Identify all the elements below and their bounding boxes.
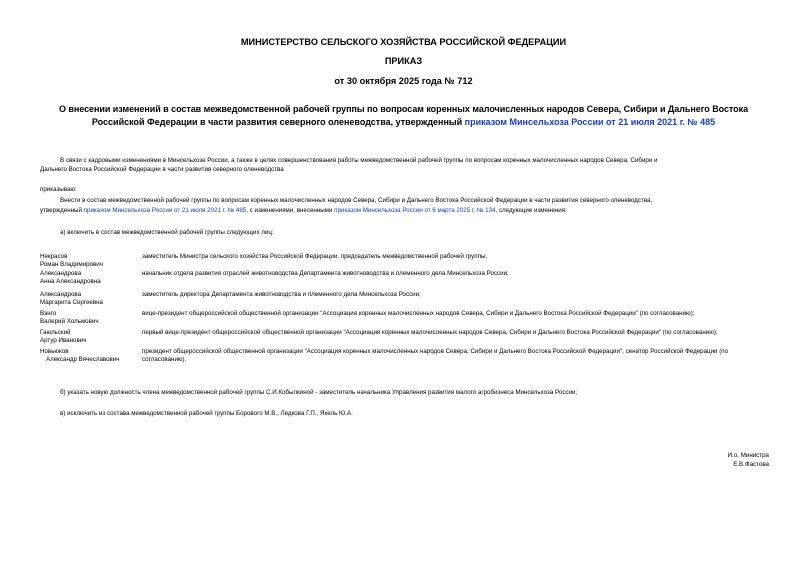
para1-mid: , с изменениями, внесенными bbox=[246, 207, 335, 214]
member-position: первый вице-президент общероссийской общественной организации "Ассоциация коренных малочисленных народов Севера, Сибири и Дальнего Востока Российской Федерации" (по согласованию); bbox=[142, 329, 718, 336]
para1-line1: Внести в состав межведомственной рабочей группы по вопросам коренных малочисленных народов Севера, Сибири и Дальнего Востока Российской Федерации в части развития северного оленеводства, bbox=[60, 197, 653, 204]
member-position: начальник отдела развития отраслей животноводства Департамента животноводства и племенного дела Минсельхоза России; bbox=[142, 270, 509, 277]
member-given-names: Анна Александровна bbox=[40, 278, 101, 285]
title-text: Российской Федерации в части развития северного оленеводства, утвержденный bbox=[91, 117, 465, 127]
order-134-link[interactable]: приказом Минсельхоза России от 6 марта 2025 г. № 134 bbox=[334, 207, 496, 214]
para1-post: , следующие изменения: bbox=[495, 207, 567, 214]
member-surname: Гаюльский bbox=[40, 329, 71, 336]
document-title-line2 bbox=[0, 117, 807, 127]
order-word: приказываю: bbox=[40, 186, 77, 193]
order-485-link[interactable]: приказом Минсельхоза России от 21 июля 2021 г. № 485 bbox=[83, 207, 247, 214]
member-given-names: Валерий Хольмович bbox=[40, 318, 99, 325]
member-name bbox=[40, 291, 130, 307]
member-position: заместитель директора Департамента животноводства и племенного дела Минсельхоза России; bbox=[142, 291, 421, 298]
signature-name: Е.В.Фастова bbox=[733, 461, 769, 468]
signature-title: И.о. Министра bbox=[727, 452, 769, 459]
document-title-line1: О внесении изменений в состав межведомственной рабочей группы по вопросам коренных малочисленных народов Севера, Сибири и Дальнего Востока bbox=[58, 104, 749, 114]
item-b: б) указать новую должность члена межведомственной рабочей группы С.И.Кобылкиной - заместитель начальника Управления развития малого агробизнеса Минсельхоза России; bbox=[60, 389, 578, 396]
intro-line2: Дальнего Востока Российской Федерации в части развития северного оленеводства bbox=[40, 166, 284, 173]
member-name bbox=[40, 270, 130, 286]
para1-pre: утвержденный bbox=[40, 207, 84, 214]
member-surname: Вэнго bbox=[40, 310, 57, 317]
document-type: ПРИКАЗ bbox=[384, 56, 423, 66]
member-given-names: Маргарита Сергеевна bbox=[40, 299, 103, 306]
member-name bbox=[40, 348, 130, 364]
member-surname: Александрова bbox=[40, 291, 82, 298]
intro-line1: В связи с кадровыми изменениями в Минсельхозе России, а также в целях совершенствования работы межведомственной рабочей группы по вопросам коренных малочисленных народов Севера, Сибири и bbox=[60, 157, 658, 164]
ministry-heading: МИНИСТЕРСТВО СЕЛЬСКОГО ХОЗЯЙСТВА РОССИЙСКОЙ ФЕДЕРАЦИИ bbox=[240, 37, 567, 47]
member-surname: Новьюков bbox=[40, 348, 69, 355]
item-c: в) исключить из состава межведомственной рабочей группы Борового М.В., Ледкова Г.П., Якель Ю.А. bbox=[60, 410, 353, 417]
member-position: президент общероссийской общественной организации "Ассоциация коренных малочисленных народов Севера, Сибири и Дальнего Востока Российской Федерации", сенатор Российской Федерации (по согласованию). bbox=[142, 348, 729, 363]
member-surname: Александрова bbox=[40, 270, 82, 277]
member-given-names: Артур Иванович bbox=[40, 337, 87, 344]
member-given-names: Роман Владимирович bbox=[40, 261, 103, 268]
para1-line2 bbox=[40, 207, 772, 215]
member-name bbox=[40, 253, 130, 269]
date-number: от 30 октября 2025 года № 712 bbox=[334, 76, 473, 86]
member-position: заместитель Министра сельского хозяйства Российской Федерации, председатель межведомственной рабочей группы; bbox=[142, 253, 488, 260]
member-name bbox=[40, 329, 130, 345]
title-order-link[interactable]: приказом Минсельхоза России от 21 июля 2021 г. № 485 bbox=[464, 117, 716, 127]
member-position: вице-президент общероссийской общественной организации "Ассоциация коренных малочисленных народов Севера, Сибири и Дальнего Востока Российской Федерации" (по согласованию); bbox=[142, 310, 695, 317]
member-surname: Некрасов bbox=[40, 253, 68, 260]
member-given-names: Александр Вячеславович bbox=[46, 356, 120, 363]
item-a: а) включить в состав межведомственной рабочей группы следующих лиц: bbox=[60, 229, 274, 236]
member-name bbox=[40, 310, 130, 326]
